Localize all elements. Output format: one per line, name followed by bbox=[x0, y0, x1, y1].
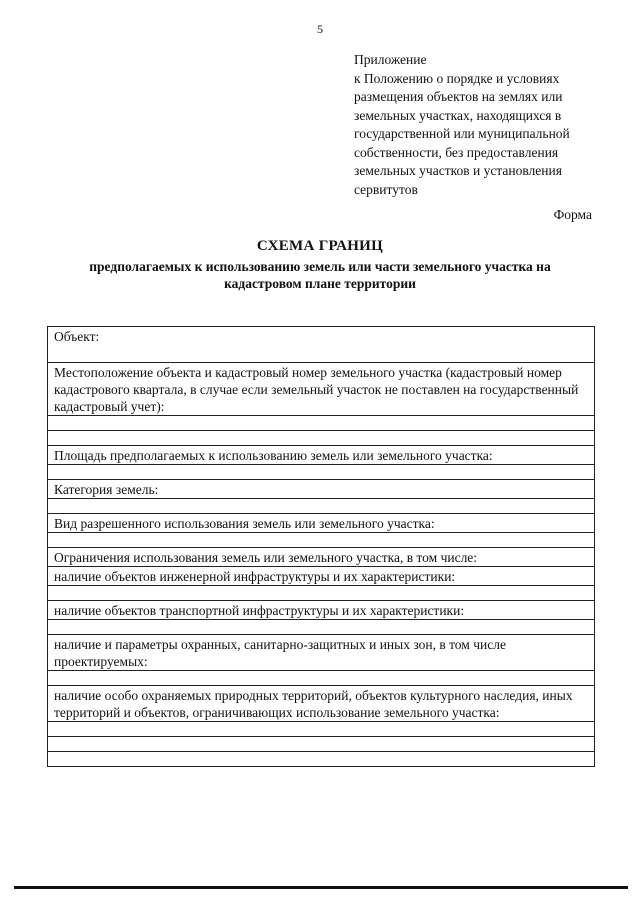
restrictions-cell[interactable]: Ограничения использования земель или земельного участка, в том числе: bbox=[48, 548, 595, 567]
category-cell[interactable]: Категория земель: bbox=[48, 480, 595, 499]
object-cell[interactable]: Объект: bbox=[48, 327, 595, 363]
location-cell[interactable]: Местоположение объекта и кадастровый номер земельного участка (кадастровый номер кадастрового квартала, в случае если земельный участок не поставлен на государственный кадастровый учет): bbox=[48, 363, 595, 416]
blank-row[interactable] bbox=[48, 586, 595, 601]
blank-row[interactable] bbox=[48, 671, 595, 686]
zones-cell[interactable]: наличие и параметры охранных, санитарно-защитных и иных зон, в том числе проектируемых: bbox=[48, 635, 595, 671]
footer-rule bbox=[14, 886, 628, 889]
appendix-line: земельных участков и установления bbox=[354, 163, 562, 178]
table-row bbox=[48, 446, 595, 465]
table-row bbox=[48, 686, 595, 722]
blank-row[interactable] bbox=[48, 752, 595, 767]
table-row bbox=[48, 363, 595, 416]
table-row bbox=[48, 327, 595, 363]
table-row bbox=[48, 635, 595, 671]
appendix-line: размещения объектов на землях или bbox=[354, 89, 563, 104]
table-row bbox=[48, 671, 595, 686]
blank-row[interactable] bbox=[48, 465, 595, 480]
document-subtitle bbox=[0, 258, 640, 292]
table-row bbox=[48, 601, 595, 620]
appendix-line: собственности, без предоставления bbox=[354, 144, 559, 160]
table-row bbox=[48, 752, 595, 767]
document-title: СХЕМА ГРАНИЦ bbox=[256, 238, 384, 254]
form-label: Форма bbox=[553, 207, 592, 222]
permitted-use-cell[interactable]: Вид разрешенного использования земель или земельного участка: bbox=[48, 514, 595, 533]
blank-row[interactable] bbox=[48, 533, 595, 548]
table-row bbox=[48, 514, 595, 533]
subtitle-line: предполагаемых к использованию земель или части земельного участка на bbox=[89, 259, 551, 274]
appendix-line: сервитутов bbox=[354, 181, 418, 197]
blank-row[interactable] bbox=[48, 416, 595, 431]
subtitle-line: кадастровом плане территории bbox=[224, 276, 416, 291]
table-row bbox=[48, 620, 595, 635]
table-row bbox=[48, 567, 595, 586]
page-number: 5 bbox=[317, 22, 323, 36]
appendix-line: к Положению о порядке и условиях bbox=[354, 70, 560, 86]
blank-row[interactable] bbox=[48, 431, 595, 446]
protected-cell[interactable]: наличие особо охраняемых природных территорий, объектов культурного наследия, иных территорий и объектов, ограничивающих использование земельного участка: bbox=[48, 686, 595, 722]
table-row bbox=[48, 548, 595, 567]
table-row bbox=[48, 533, 595, 548]
table-row bbox=[48, 722, 595, 737]
table-row bbox=[48, 499, 595, 514]
transport-cell[interactable]: наличие объектов транспортной инфраструктуры и их характеристики: bbox=[48, 601, 595, 620]
area-cell[interactable]: Площадь предполагаемых к использованию земель или земельного участка: bbox=[48, 446, 595, 465]
blank-row[interactable] bbox=[48, 499, 595, 514]
appendix-line: Приложение bbox=[354, 52, 427, 67]
blank-row[interactable] bbox=[48, 737, 595, 752]
blank-row[interactable] bbox=[48, 722, 595, 737]
table-row bbox=[48, 431, 595, 446]
table-row bbox=[48, 586, 595, 601]
table-row bbox=[48, 737, 595, 752]
scheme-form-table bbox=[47, 326, 595, 767]
appendix-line: государственной или муниципальной bbox=[354, 126, 570, 141]
blank-row[interactable] bbox=[48, 620, 595, 635]
appendix-block bbox=[354, 51, 614, 199]
table-row bbox=[48, 465, 595, 480]
engineering-cell[interactable]: наличие объектов инженерной инфраструктуры и их характеристики: bbox=[48, 567, 595, 586]
appendix-line: земельных участках, находящихся в bbox=[354, 107, 562, 123]
table-row bbox=[48, 416, 595, 431]
table-row bbox=[48, 480, 595, 499]
